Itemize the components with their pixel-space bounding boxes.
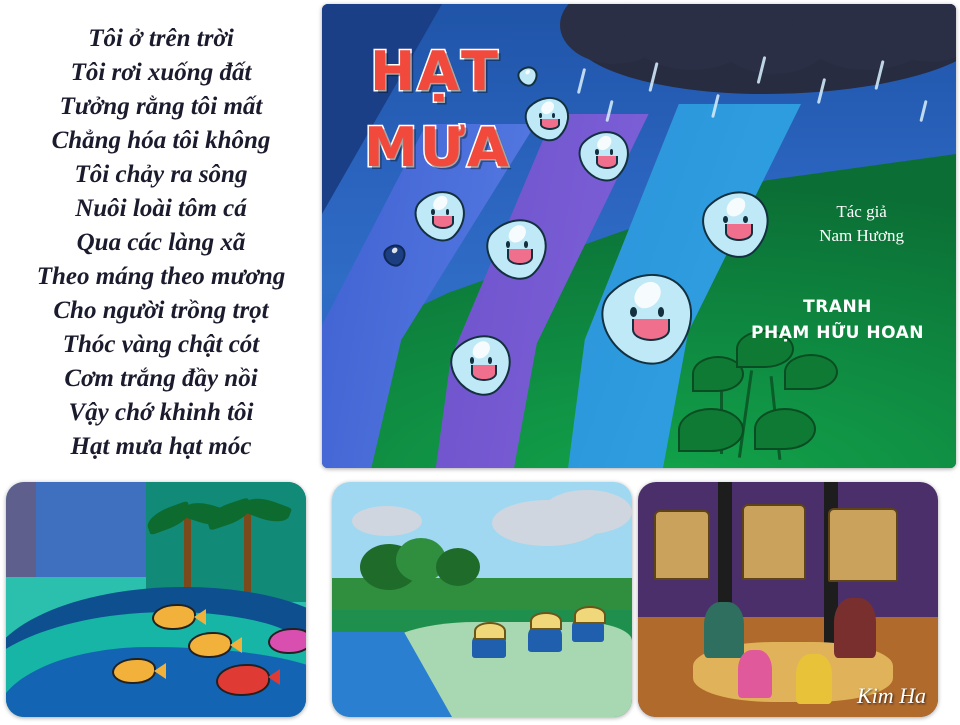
raindrop-face [528, 98, 568, 138]
palm-ground [146, 482, 306, 602]
poem-line: Tưởng rằng tôi mất [59, 93, 263, 120]
picture-title-line1: HẠT [370, 40, 500, 103]
author-name: Nam Hương [819, 226, 904, 245]
palm-trunk [244, 512, 251, 604]
raindrop-face [706, 192, 768, 254]
painter-credit [751, 294, 924, 346]
poem-line: Theo máng theo mương [36, 263, 286, 290]
conical-hat [574, 606, 606, 624]
author-credit [819, 200, 904, 248]
poem-line: Cho người trồng trọt [53, 297, 269, 324]
author-label: Tác giả [836, 202, 887, 221]
rice-basket [654, 510, 710, 580]
rice-basket [742, 504, 806, 580]
poem-line: Tôi rơi xuống đất [70, 59, 252, 86]
fish [152, 604, 196, 630]
thumbnail-family-meal [638, 482, 938, 717]
painter-label: TRANH [803, 297, 872, 317]
raindrop-face [418, 192, 464, 238]
raindrop-face [454, 336, 510, 392]
picture-title-line2: MƯA [364, 116, 511, 179]
fish [112, 658, 156, 684]
main-illustration [322, 4, 956, 468]
rice-basket [828, 508, 898, 582]
lily-pad [678, 408, 744, 452]
fish [216, 664, 270, 696]
conical-hat [530, 612, 562, 630]
thumbnail-rice-planting [332, 482, 632, 717]
poem-line: Nuôi loài tôm cá [75, 195, 247, 222]
poem-line: Cơm trắng đầy nồi [64, 365, 258, 392]
poem-line: Tôi chảy ra sông [74, 161, 248, 188]
rain-band [36, 482, 156, 577]
poem-line: Tôi ở trên trời [88, 25, 234, 52]
artist-signature: Kim Ha [856, 683, 926, 708]
raindrop-face [606, 274, 692, 360]
raindrop-face [582, 132, 628, 178]
fish [188, 632, 232, 658]
poem-column [0, 0, 322, 470]
conical-hat [474, 622, 506, 640]
family-member [834, 598, 876, 658]
tree-foliage [436, 548, 480, 586]
cloud-shape [352, 506, 422, 536]
family-member [738, 650, 772, 698]
family-member [704, 602, 744, 658]
poem-line: Thóc vàng chật cót [62, 331, 260, 358]
raindrop-face [490, 220, 546, 276]
thumbnail-sea-and-fish [6, 482, 306, 717]
poem-line: Chẳng hóa tôi không [51, 127, 271, 154]
lily-pad [784, 354, 838, 390]
poem-line: Hạt mưa hạt móc [70, 433, 252, 460]
cloud-shape [542, 490, 632, 534]
poem-line: Vậy chớ khinh tôi [68, 399, 254, 426]
lily-pad [754, 408, 816, 450]
family-member [796, 654, 832, 704]
poem-line: Qua các làng xã [76, 229, 246, 256]
fish [268, 628, 306, 654]
painter-name: PHẠM HỮU HOAN [751, 323, 924, 343]
